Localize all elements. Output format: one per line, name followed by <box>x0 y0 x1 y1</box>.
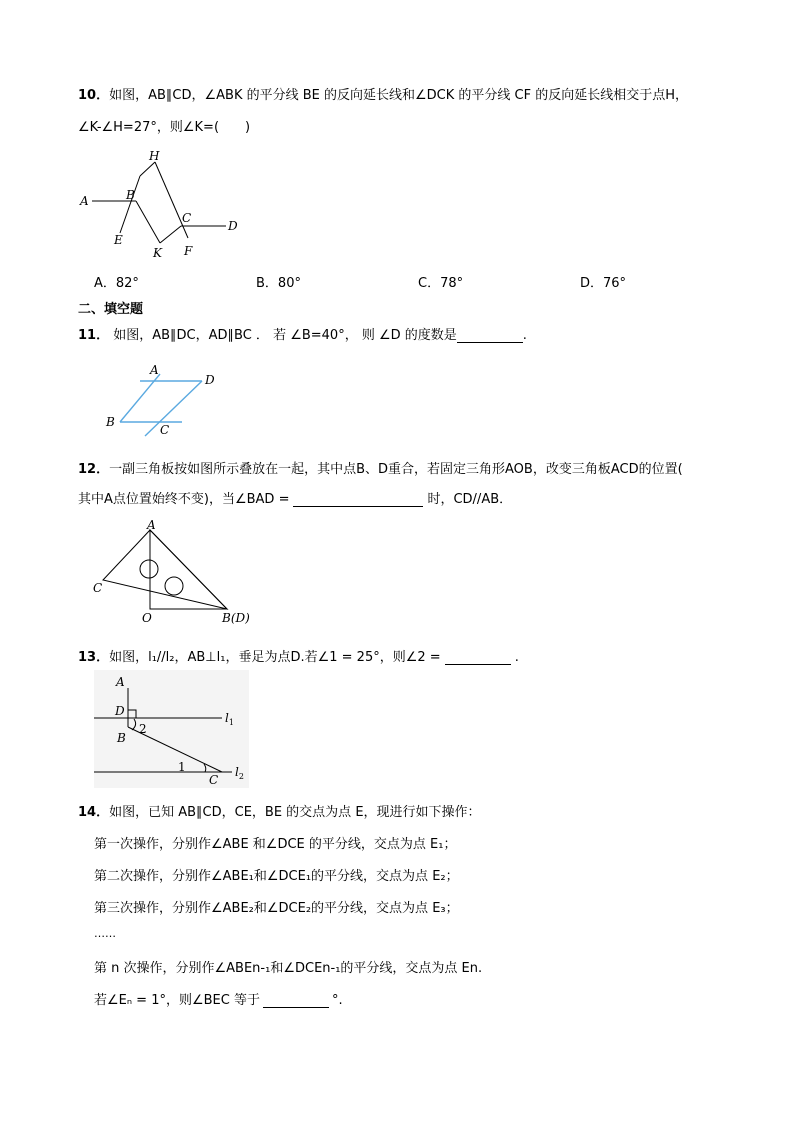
q13-number: 13． <box>78 650 110 665</box>
q12-number: 12． <box>78 462 110 477</box>
q12-line2 <box>78 488 512 507</box>
q12-label-a: A <box>147 518 156 532</box>
q13-label-a: A <box>116 675 125 689</box>
q13-label-1: 1 <box>178 760 186 774</box>
q10-line-hf <box>155 162 188 238</box>
q14-intro: 如图，已知 AB∥CD，CE，BE 的交点为点 E，现进行如下操作： <box>109 805 481 820</box>
q12-label-o: O <box>142 611 152 625</box>
q11-label-d: D <box>205 373 215 387</box>
q13-label-2: 2 <box>139 722 147 736</box>
q14-final-text: 若∠Eₙ = 1°，则∠BEC 等于 <box>94 993 260 1008</box>
q14-stepn: 第 n 次操作，分别作∠ABEn-₁和∠DCEn-₁的平分线，交点为点 En. <box>94 961 483 976</box>
q10-label-h: H <box>149 149 160 163</box>
q10-label-e: E <box>114 233 123 247</box>
q12-circle-2 <box>165 577 183 595</box>
q10-label-d: D <box>228 219 238 233</box>
q10-line-hb <box>140 162 155 176</box>
q10-option-b: B．80° <box>256 276 301 291</box>
q12-label-bd: B(D) <box>222 611 250 625</box>
q11-end: . <box>522 328 527 343</box>
q13-text: 如图，l₁//l₂，AB⊥l₁，垂足为点D.若∠1 = 25°，则∠2 = <box>109 650 441 665</box>
q14-number: 14． <box>78 805 110 820</box>
q10-text-1: 如图，AB∥CD，∠ABK 的平分线 BE 的反向延长线和∠DCK 的平分线 CF 的反向延长线相交于点H， <box>109 88 689 103</box>
q10-option-d: D．76° <box>580 276 627 291</box>
q11-figure <box>100 360 230 440</box>
q12-triangle-acd <box>103 530 227 609</box>
q13-line <box>78 646 519 665</box>
q12-text-1: 一副三角板按如图所示叠放在一起，其中点B、D重合，若固定三角形AOB，改变三角板ACD的位置( <box>109 462 683 477</box>
q12-text-3: 时，CD//AB． <box>427 492 513 507</box>
q13-label-d: D <box>115 704 125 718</box>
q11-number: 11． <box>78 328 110 343</box>
q10-line-bk <box>136 201 160 243</box>
q10-line-be <box>120 176 140 233</box>
q10-option-a: A．82° <box>94 276 139 291</box>
q12-line1 <box>78 458 683 477</box>
q13-label-c: C <box>209 773 219 787</box>
q10-figure <box>78 145 258 265</box>
q14-step2: 第二次操作，分别作∠ABE₁和∠DCE₁的平分线，交点为点 E₂； <box>94 869 459 884</box>
q12-text-2: 其中A点位置始终不变)，当∠BAD = <box>78 492 290 507</box>
q10-number: 10． <box>78 88 110 103</box>
q10-label-b: B <box>126 188 135 202</box>
q14-step3: 第三次操作，分别作∠ABE₂和∠DCE₂的平分线，交点为点 E₃； <box>94 901 459 916</box>
q12-figure <box>88 518 258 630</box>
q13-end: . <box>514 650 519 665</box>
q11-label-a: A <box>150 363 159 377</box>
q11-label-b: B <box>106 415 115 429</box>
section2-title: 二、填空题 <box>78 302 144 317</box>
q13-label-l2: $l_2$ <box>235 765 244 781</box>
q10-label-k: K <box>153 246 162 260</box>
q10-line-kc <box>160 226 181 243</box>
q11-answer-blank[interactable] <box>457 328 523 343</box>
q10-option-c: C．78° <box>418 276 464 291</box>
q11-line <box>78 324 527 343</box>
q11-text: 如图，AB∥DC，AD∥BC ． 若 ∠B=40°， 则 ∠D 的度数是 <box>113 328 457 343</box>
q14-final-end: °. <box>331 993 343 1008</box>
q14-ellipsis: …… <box>94 927 116 940</box>
q12-circle-1 <box>140 560 158 578</box>
q10-label-a: A <box>80 194 89 208</box>
q10-line2: ∠K-∠H=27°，则∠K=( ) <box>78 120 251 135</box>
q13-label-l1: $l_1$ <box>225 711 234 727</box>
q11-label-c: C <box>160 423 170 437</box>
q13-label-b: B <box>117 731 126 745</box>
q12-label-c: C <box>93 581 103 595</box>
q10-label-c: C <box>182 211 192 225</box>
q14-answer-blank[interactable] <box>263 993 329 1008</box>
q14-step1: 第一次操作，分别作∠ABE 和∠DCE 的平分线，交点为点 E₁； <box>94 837 457 852</box>
q14-line1 <box>78 801 481 820</box>
q13-answer-blank[interactable] <box>445 650 511 665</box>
q13-figure <box>94 670 249 788</box>
q14-final <box>94 989 343 1008</box>
q10-label-f: F <box>184 244 193 258</box>
q10-line1 <box>78 84 688 103</box>
q11-line-cd <box>145 381 202 436</box>
q12-answer-blank[interactable] <box>293 492 423 507</box>
